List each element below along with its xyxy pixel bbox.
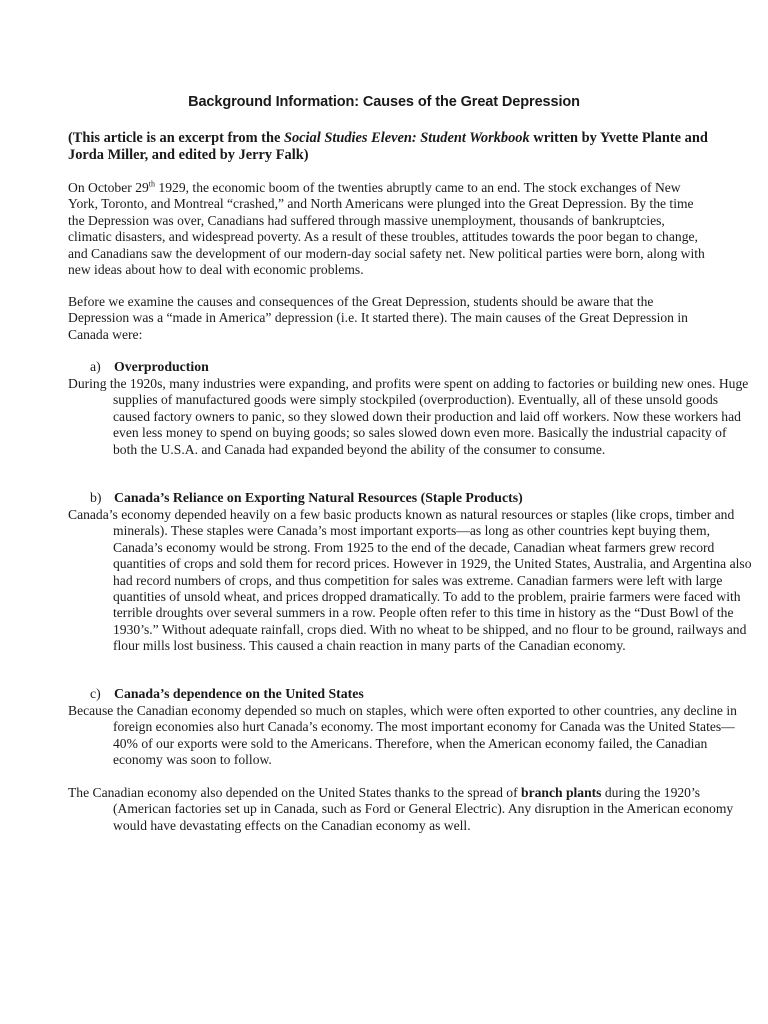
paragraph-crash [68,180,708,278]
paragraph-crash-rest: 1929, the economic boom of the twenties abruptly came to an end. The stock exchanges of New York, Toronto, and Montreal “crashed,” and North Americans were plunged into the Great Depression. By the time the Depression was over, Canadians had suffered through massive unemployment, thousands of bankruptcies, climatic disasters, and widespread poverty. As a result of these troubles, attitudes towards the poor began to change, and Canadians saw the development of our modern-day social safety net. New political parties were born, along with new ideas about how to deal with economic problems. [68,180,705,278]
branch-plants-rest: during the 1920’s (American factories set up in Canada, such as Ford or General Electric). Any disruption in the American economy would have devastating effects on the Canadian economy as well. [113,785,734,833]
section-heading-staples [90,490,523,506]
document-title: Background Information: Causes of the Great Depression [188,94,580,110]
section-heading-overproduction [90,359,209,375]
section-heading-united-states [90,686,364,702]
section-body-united-states: Because the Canadian economy depended so much on staples, which were often exported to other countries, any decline in foreign economies also hurt Canada’s economy. The most important economy for Canada was the United States—40% of our exports were sold to the Americans. Therefore, when the American economy failed, the Canadian economy was soon to follow. [68,703,737,768]
paragraph-branch-plants [68,785,753,834]
section-body-overproduction: During the 1920s, many industries were expanding, and profits were spent on adding to factories or building new ones. Huge supplies of manufactured goods were simply stockpiled (overproduction). Eventually, all of these unsold goods caused factory owners to panic, so they slowed down their production and laid off workers. Now these workers had even less money to spend on buying goods; so sales slowed down even more. Basically the industrial capacity of both the U.S.A. and Canada had expanded beyond the ability of the consumer to consume. [68,376,749,457]
paragraph-crash-start: On October 29 [68,180,149,195]
ordinal-suffix: th [148,179,156,189]
workbook-title: Social Studies Eleven: Student Workbook [283,130,530,146]
section-letter: c) [90,686,101,701]
branch-plants-start: The Canadian economy also depended on the United States thanks to the spread of [68,785,522,800]
section-letter: b) [90,490,102,505]
excerpt-note-end: written by Yvette Plante and Jorda Miller, and edited by Jerry Falk) [68,130,708,163]
section-title: Canada’s Reliance on Exporting Natural Resources (Staple Products) [114,490,523,505]
branch-plants-term: branch plants [521,785,602,800]
excerpt-note-start: (This article is an excerpt from the [68,130,284,146]
section-title: Overproduction [114,359,209,374]
section-letter: a) [90,359,101,374]
section-title: Canada’s dependence on the United States [114,686,364,701]
excerpt-note [68,130,708,164]
section-body-staples: Canada’s economy depended heavily on a few basic products known as natural resources or staples (like crops, timber and minerals). These staples were Canada’s most important exports—as long as other countries kept buying them, Canada’s economy would be strong. From 1925 to the end of the decade, Canadian wheat farmers grew record quantities of crops and sold them for record prices. However in 1929, the United States, Australia, and Argentina also had record numbers of crops, and thus competition for sales was extreme. Canadian farmers were left with large quantities of unsold wheat, and prices dropped dramatically. To add to the problem, prairie farmers were faced with terrible droughts over several summers in a row. People often refer to this time in history as the “Dust Bowl of the 1930’s.” Without adequate rainfall, crops died. With no wheat to be shipped, and no flour to be ground, railways and flour mills lost business. This caused a chain reaction in many parts of the Canadian economy. [68,507,752,654]
paragraph-causes-intro: Before we examine the causes and consequences of the Great Depression, students should be aware that the Depression was a “made in America” depression (i.e. It started there). The main causes of the Great Depression in Canada were: [68,294,688,342]
